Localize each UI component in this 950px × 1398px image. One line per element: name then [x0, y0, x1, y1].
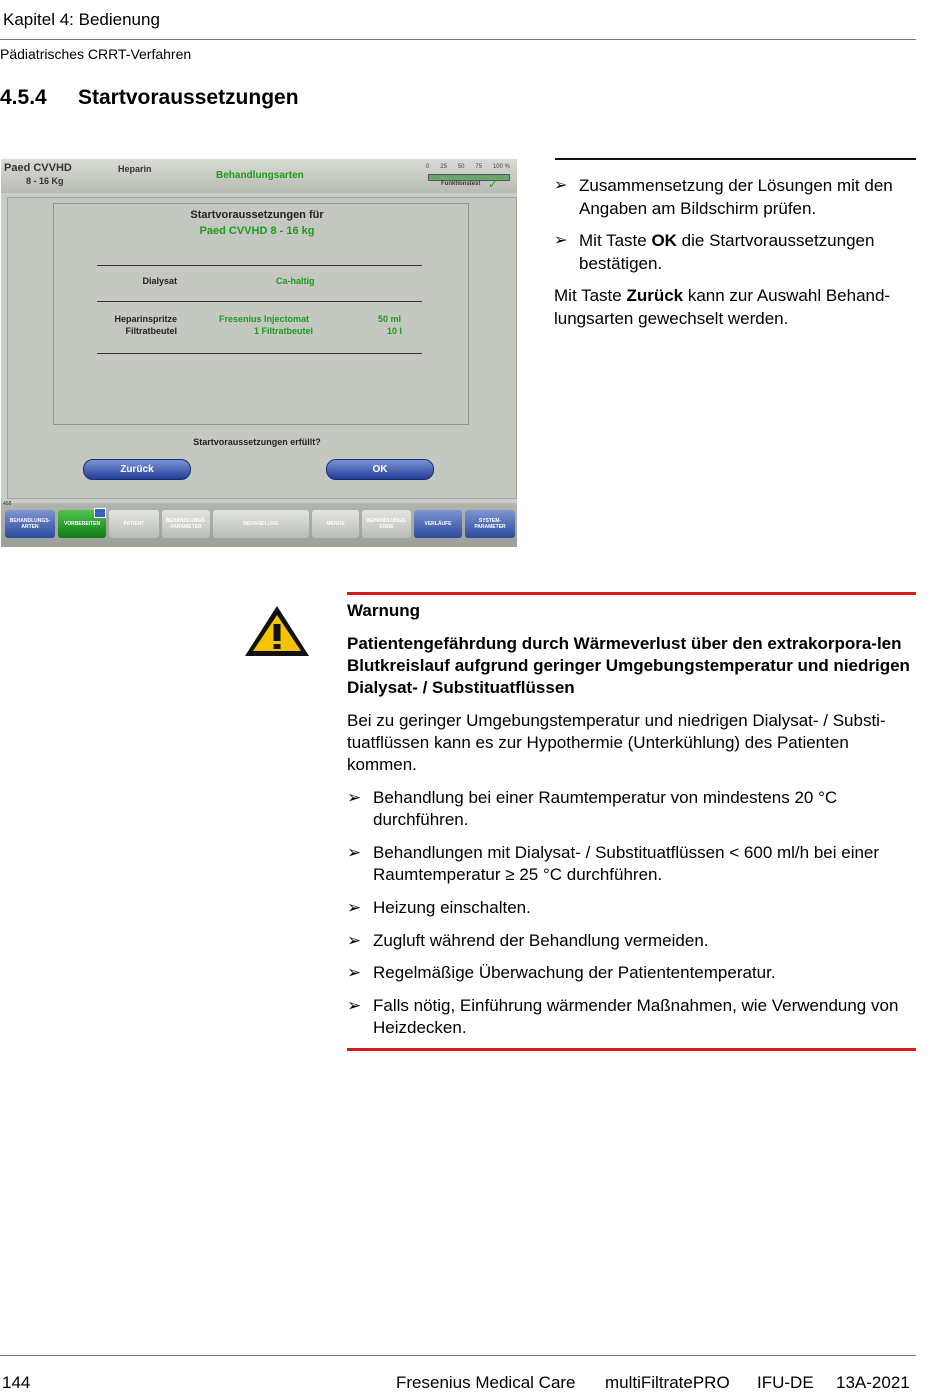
- tick-label: 0: [426, 164, 430, 170]
- arrow-bullet-icon: ➢: [554, 177, 568, 194]
- instruction-text: Zusammensetzung der Lösungen mit den Angaben am Bildschirm prüfen.: [579, 176, 893, 218]
- warning-headline: Patientengefährdung durch Wärmeverlust über den extrakorpora-len Blutkreislauf aufgrund geringer Umgebungstemperatur und niedrigen Dialysat- / Substituatflüssen: [347, 634, 910, 697]
- text-run: Mit Taste: [579, 231, 652, 250]
- warning-item-text: Falls nötig, Einführung wärmender Maßnahmen, wie Verwendung von Heizdecken.: [373, 996, 899, 1037]
- section-number: 4.5.4: [0, 86, 47, 109]
- arrow-bullet-icon: ➢: [554, 232, 568, 249]
- warning-text: Bei zu geringer Umgebungstemperatur und niedrigen Dialysat- / Substi-tuatflüssen kann es zur Hypothermie (Unterkühlung) des Patienten kommen.: [347, 711, 886, 774]
- warning-bottom-rule: [347, 1048, 916, 1051]
- screen-row-value: Ca-haltig: [276, 276, 315, 286]
- tab-behandlungsende[interactable]: BEHANDLUNGS- ENDE: [362, 510, 411, 538]
- ok-button[interactable]: OK: [326, 459, 434, 480]
- tab-behandlung[interactable]: BEHANDLUNG: [213, 510, 309, 538]
- screen-program-name: Paed CVVHD: [4, 162, 72, 174]
- warning-title: Warnung: [347, 601, 421, 620]
- tab-menues[interactable]: MENÜS: [312, 510, 359, 538]
- arrow-bullet-icon: ➢: [347, 996, 362, 1015]
- header-divider: [0, 39, 916, 40]
- warning-top-rule: [347, 592, 916, 595]
- screen-divider: [97, 353, 422, 354]
- footer-company: Fresenius Medical Care: [396, 1373, 576, 1392]
- instruction-item: [554, 230, 916, 275]
- chapter-subtitle: Pädiatrisches CRRT-Verfahren: [0, 46, 192, 62]
- screen-question: Startvoraussetzungen erfüllt?: [193, 437, 321, 447]
- screen-dialog-program: Paed CVVHD 8 - 16 kg: [199, 225, 315, 237]
- tab-systemparameter[interactable]: SYSTEM- PARAMETER: [465, 510, 515, 538]
- screen-weight-range: 8 - 16 Kg: [26, 176, 64, 186]
- footer-divider: [0, 1355, 916, 1356]
- instruction-item: [554, 175, 916, 220]
- tab-patient[interactable]: PATIENT: [109, 510, 159, 538]
- screen-progress-ticks: [426, 164, 510, 170]
- warning-item-text: Zugluft während der Behandlung vermeiden.: [373, 931, 709, 950]
- arrow-bullet-icon: ➢: [347, 898, 362, 917]
- tick-label: 50: [457, 164, 465, 170]
- check-icon: ✓: [488, 177, 499, 191]
- instruction-text: [579, 230, 916, 275]
- warning-item-text: Heizung einschalten.: [373, 898, 531, 917]
- screen-row-label: Filtratbeutel: [125, 326, 177, 336]
- page-number: 144: [2, 1373, 31, 1392]
- text-run: die Startvoraussetzungen bestätigen.: [579, 231, 875, 273]
- device-screenshot: [1, 159, 517, 547]
- tab-behandlungsarten[interactable]: BEHANDLUNGS- ARTEN: [5, 510, 55, 538]
- screen-dialog-title: Startvoraussetzungen für: [190, 209, 324, 221]
- active-tab-marker: [94, 508, 106, 518]
- footer-doc: IFU-DE: [757, 1373, 814, 1392]
- screen-row-label: Heparinspritze: [114, 314, 177, 324]
- back-button[interactable]: Zurück: [83, 459, 191, 480]
- screen-function-test-label: Funktionstest: [441, 181, 481, 187]
- screen-divider: [97, 301, 422, 302]
- tick-label: 75: [475, 164, 483, 170]
- section-title: Startvoraussetzungen: [78, 86, 299, 109]
- screen-divider: [97, 265, 422, 266]
- tab-vorbereiten[interactable]: VORBEREITEN: [58, 510, 106, 538]
- back-key-name: Zurück: [626, 286, 684, 305]
- arrow-bullet-icon: ➢: [347, 843, 362, 862]
- arrow-bullet-icon: ➢: [347, 931, 362, 950]
- text-run: kann zur Auswahl Behand-lungsarten gewechselt werden.: [554, 286, 891, 328]
- tick-label: 25: [440, 164, 447, 170]
- screen-row-value: Fresenius Injectomat: [219, 314, 310, 324]
- ok-key-name: OK: [651, 231, 677, 250]
- instruction-note: [554, 285, 916, 330]
- arrow-bullet-icon: ➢: [347, 788, 362, 807]
- footer-version: 13A-2021: [836, 1373, 910, 1392]
- screen-row-amount: 10 l: [387, 326, 403, 336]
- warning-item-text: Behandlungen mit Dialysat- / Substituatflüssen < 600 ml/h bei einer Raumtemperatur ≥ 25 °C durchführen.: [373, 843, 880, 884]
- footer-product: multiFiltratePRO: [605, 1373, 730, 1392]
- screen-corner-number: 458: [3, 501, 12, 507]
- instruction-rule: [555, 158, 916, 160]
- arrow-bullet-icon: ➢: [347, 963, 362, 982]
- text-run: Mit Taste: [554, 286, 627, 305]
- warning-triangle-icon: [243, 604, 311, 658]
- screen-row-value: 1 Filtratbeutel: [254, 326, 314, 336]
- screen-program-info: [4, 162, 104, 190]
- tick-label: 100 %: [492, 164, 510, 170]
- tab-behandlungsparameter[interactable]: BEHANDLUNGS- PARAMETER: [162, 510, 210, 538]
- screen-heparin-label: Heparin: [118, 164, 152, 174]
- screen-row-label: Dialysat: [142, 276, 177, 286]
- screen-row-amount: 50 ml: [378, 314, 402, 324]
- warning-item-text: Regelmäßige Überwachung der Patiententemperatur.: [373, 963, 776, 982]
- screen-mode-title: Behandlungsarten: [216, 170, 304, 181]
- tab-verlaeufe[interactable]: VERLÄUFE: [414, 510, 462, 538]
- chapter-heading: Kapitel 4: Bedienung: [3, 10, 160, 29]
- warning-item-text: Behandlung bei einer Raumtemperatur von mindestens 20 °C durchführen.: [373, 788, 838, 829]
